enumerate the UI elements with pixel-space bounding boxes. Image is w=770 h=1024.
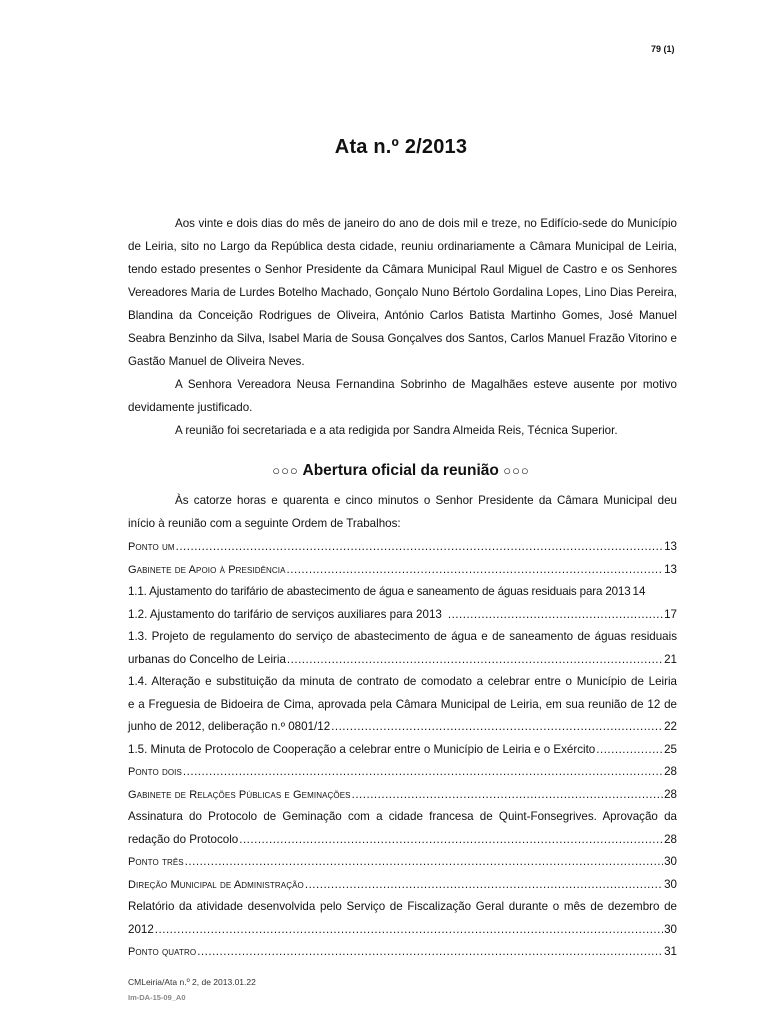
toc-page: 30 xyxy=(664,922,677,936)
toc-item-1-5 xyxy=(128,739,677,762)
toc-item-1-4-line1: 1.4. Alteração e substituição da minuta de contrato de comodato a celebrar entre o Município de Leiria xyxy=(128,675,677,688)
section-intro: Às catorze horas e quarenta e cinco minutos o Senhor Presidente da Câmara Municipal deu início à reunião com a seguinte Ordem de Trabalhos: xyxy=(128,494,677,530)
page-number: 79 (1) xyxy=(651,44,675,54)
toc-leader xyxy=(287,559,664,582)
toc-leader xyxy=(176,536,663,559)
toc-label: Direção Municipal de Administração xyxy=(128,878,304,891)
toc-assinatura-line2 xyxy=(128,829,677,852)
toc-leader xyxy=(239,829,663,852)
toc-page: 30 xyxy=(664,877,677,891)
toc-page: 21 xyxy=(664,652,677,666)
toc-label: redação do Protocolo xyxy=(128,832,239,846)
toc-item-1-3-line1: 1.3. Projeto de regulamento do serviço de abastecimento de água e de saneamento de águas residuais xyxy=(128,630,677,643)
toc-page: 30 xyxy=(664,855,677,868)
section-intro-block xyxy=(128,489,677,535)
footer-form-code: Im-DA-15-09_A0 xyxy=(128,993,186,1002)
toc-leader xyxy=(185,851,663,874)
toc-label: 1.2. Ajustamento do tarifário de serviços auxiliares para 2013 xyxy=(128,607,442,621)
toc-leader xyxy=(352,784,664,807)
toc-page: 28 xyxy=(664,832,677,846)
section-heading xyxy=(0,462,770,480)
toc-leader xyxy=(155,919,663,942)
section-title-text: Abertura oficial da reunião xyxy=(302,462,499,479)
toc-leader xyxy=(448,604,663,627)
minutes-body xyxy=(128,212,677,442)
toc-label: 1.1. Ajustamento do tarifário de abastecimento de água e saneamento de águas residuais para 2013 xyxy=(128,585,631,598)
toc-label: Ponto quatro xyxy=(128,946,197,958)
toc-page: 14 xyxy=(632,585,646,598)
toc-leader xyxy=(197,941,663,964)
toc-leader xyxy=(331,716,663,739)
toc-label: Gabinete de Relações Públicas e Geminações xyxy=(128,788,351,801)
agenda-toc xyxy=(128,536,677,964)
toc-page: 13 xyxy=(664,540,677,553)
footer-reference: CMLeiria/Ata n.º 2, de 2013.01.22 xyxy=(128,977,256,987)
toc-item-1-1 xyxy=(128,581,677,604)
toc-relatorio-line2 xyxy=(128,919,677,942)
attendance-paragraph: Aos vinte e dois dias do mês de janeiro do ano de dois mil e treze, no Edifício-sede do Município de Leiria, sito no Largo da República desta cidade, reuniu ordinariamente a Câmara Municipal de Leiria, tendo estado presentes o Senhor Presidente da Câmara Municipal Raul Miguel de Castro e os Senhores Vereadores Maria de Lurdes Botelho Machado, Gonçalo Nuno Bértolo Gordalina Lopes, Lino Dias Pereira, Blandina da Conceição Rodrigues de Oliveira, António Carlos Batista Martinho Gomes, José Manuel Seabra Benzinho da Silva, Isabel Maria de Sousa Gonçalves dos Santos, Carlos Manuel Frazão Vitorino e Gastão Manuel de Oliveira Neves. xyxy=(128,217,677,368)
toc-label: Gabinete de Apoio à Presidência xyxy=(128,563,286,576)
toc-page: 13 xyxy=(664,562,677,576)
toc-ponto-quatro xyxy=(128,941,677,964)
toc-leader xyxy=(305,874,663,897)
toc-page: 22 xyxy=(664,720,677,733)
toc-label: 2012 xyxy=(128,922,154,936)
toc-label: Ponto um xyxy=(128,541,175,553)
toc-direcao-municipal xyxy=(128,874,677,897)
toc-leader xyxy=(183,761,663,784)
secretary-paragraph: A reunião foi secretariada e a ata redigida por Sandra Almeida Reis, Técnica Superior. xyxy=(175,424,618,437)
toc-label: junho de 2012, deliberação n.º 0801/12 xyxy=(128,720,331,733)
toc-ponto-um xyxy=(128,536,677,559)
toc-page: 17 xyxy=(664,607,677,621)
toc-leader xyxy=(287,649,663,672)
absence-paragraph: A Senhora Vereadora Neusa Fernandina Sobrinho de Magalhães esteve ausente por motivo devidamente justificado. xyxy=(128,378,677,414)
toc-item-1-3-line2 xyxy=(128,649,677,672)
toc-page: 31 xyxy=(664,945,677,958)
toc-assinatura-line1: Assinatura do Protocolo de Geminação com a cidade francesa de Quint-Fonsegrives. Aprovação da xyxy=(128,810,677,823)
ornament-right: ○○○ xyxy=(503,463,530,478)
toc-item-1-4-line2: e a Freguesia de Bidoeira de Cima, aprovada pela Câmara Municipal de Leiria, em sua reunião de 12 de xyxy=(128,697,677,711)
toc-gabinete-apoio xyxy=(128,559,677,582)
toc-leader xyxy=(596,739,663,762)
toc-label: urbanas do Concelho de Leiria xyxy=(128,652,286,666)
toc-page: 25 xyxy=(664,742,677,756)
toc-label: 1.5. Minuta de Protocolo de Cooperação a celebrar entre o Município de Leiria e o Exército xyxy=(128,742,596,756)
toc-relatorio-line1: Relatório da atividade desenvolvida pelo Serviço de Fiscalização Geral durante o mês de dezembro de xyxy=(128,900,677,913)
toc-page: 28 xyxy=(664,787,677,801)
ornament-left: ○○○ xyxy=(272,463,299,478)
document-title: Ata n.º 2/2013 xyxy=(334,136,468,158)
toc-label: Ponto dois xyxy=(128,766,182,778)
toc-item-1-2 xyxy=(128,604,677,627)
toc-item-1-4-line3 xyxy=(128,716,677,739)
toc-label: Ponto três xyxy=(128,856,184,868)
toc-page: 28 xyxy=(664,765,677,778)
toc-ponto-dois xyxy=(128,761,677,784)
toc-gabinete-relacoes xyxy=(128,784,677,807)
toc-ponto-tres xyxy=(128,851,677,874)
